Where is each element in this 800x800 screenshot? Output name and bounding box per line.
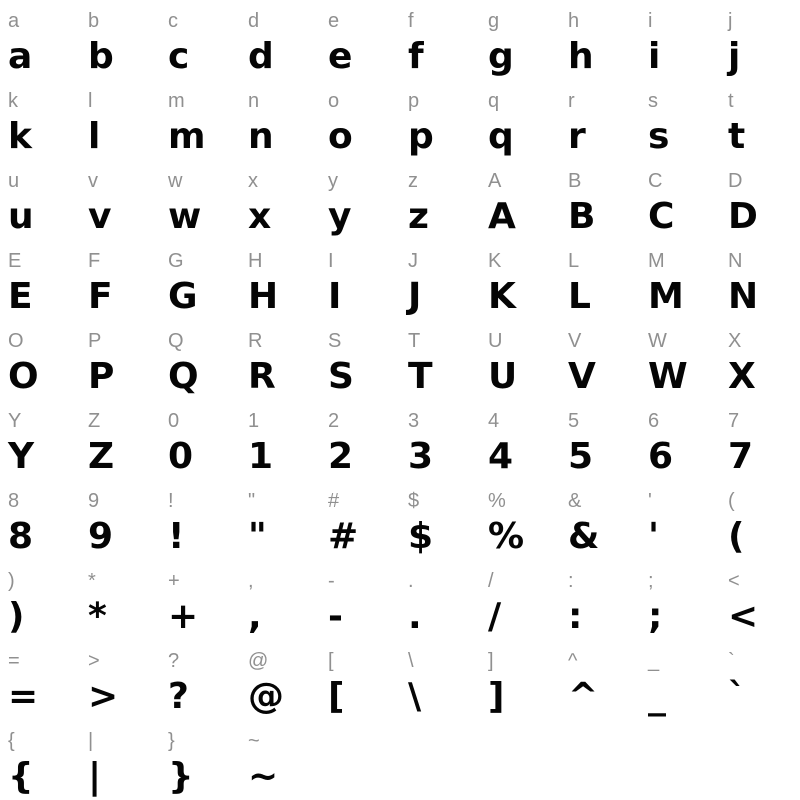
glyph-cell[interactable]	[720, 240, 800, 320]
glyph-label: 0	[168, 410, 180, 432]
glyph-label: _	[648, 650, 660, 672]
glyph-cell[interactable]	[0, 400, 80, 480]
glyph-preview: s	[648, 116, 670, 157]
glyph-cell[interactable]	[400, 240, 480, 320]
glyph-cell[interactable]	[240, 480, 320, 560]
glyph-preview: n	[248, 116, 274, 157]
glyph-cell[interactable]	[80, 0, 160, 80]
glyph-label: I	[328, 250, 334, 272]
glyph-preview: M	[648, 276, 684, 317]
glyph-preview: 0	[168, 436, 194, 477]
glyph-preview: >	[88, 676, 119, 717]
glyph-preview: ^	[568, 676, 599, 717]
glyph-cell[interactable]	[640, 480, 720, 560]
glyph-label: ,	[248, 570, 254, 592]
glyph-label: -	[328, 570, 335, 592]
glyph-preview: J	[408, 276, 422, 317]
glyph-label: {	[8, 730, 15, 752]
glyph-cell[interactable]	[400, 480, 480, 560]
glyph-label: Y	[8, 410, 22, 432]
glyph-cell[interactable]	[720, 160, 800, 240]
glyph-cell[interactable]	[480, 320, 560, 400]
glyph-cell[interactable]	[560, 480, 640, 560]
glyph-preview: j	[728, 36, 741, 77]
glyph-preview: r	[568, 116, 586, 157]
glyph-preview: K	[488, 276, 516, 317]
glyph-cell[interactable]	[480, 400, 560, 480]
glyph-cell[interactable]	[720, 320, 800, 400]
glyph-cell[interactable]	[400, 320, 480, 400]
glyph-preview: a	[8, 36, 33, 77]
glyph-label: k	[8, 90, 18, 112]
glyph-cell[interactable]	[560, 400, 640, 480]
glyph-preview: *	[88, 596, 107, 637]
glyph-cell[interactable]	[320, 560, 400, 640]
glyph-label: 4	[488, 410, 500, 432]
glyph-preview: +	[168, 596, 199, 637]
glyph-cell[interactable]	[560, 240, 640, 320]
glyph-preview: ,	[248, 596, 262, 637]
glyph-cell[interactable]	[400, 640, 480, 720]
glyph-cell[interactable]	[720, 560, 800, 640]
glyph-preview: @	[248, 676, 284, 717]
glyph-label: s	[648, 90, 658, 112]
glyph-cell[interactable]	[400, 160, 480, 240]
glyph-preview: V	[568, 356, 596, 397]
glyph-cell[interactable]	[720, 400, 800, 480]
glyph-cell[interactable]	[160, 240, 240, 320]
glyph-cell[interactable]	[320, 320, 400, 400]
glyph-preview: .	[408, 596, 422, 637]
glyph-label: w	[168, 170, 183, 192]
glyph-cell[interactable]	[240, 400, 320, 480]
glyph-preview: :	[568, 596, 583, 637]
glyph-cell[interactable]	[320, 160, 400, 240]
glyph-label: W	[648, 330, 667, 352]
glyph-cell[interactable]	[720, 640, 800, 720]
glyph-preview: [	[328, 676, 345, 717]
glyph-preview: 8	[8, 516, 34, 557]
glyph-label: Q	[168, 330, 184, 352]
glyph-label: j	[728, 10, 733, 32]
glyph-label: ]	[488, 650, 494, 672]
glyph-label: 1	[248, 410, 260, 432]
glyph-cell[interactable]	[80, 320, 160, 400]
glyph-label: *	[88, 570, 96, 592]
glyph-preview: o	[328, 116, 353, 157]
glyph-label: q	[488, 90, 500, 112]
glyph-cell[interactable]	[160, 480, 240, 560]
glyph-cell[interactable]	[0, 0, 80, 80]
glyph-preview: `	[728, 676, 746, 717]
glyph-label: T	[408, 330, 421, 352]
glyph-label: v	[88, 170, 98, 192]
glyph-preview: '	[648, 516, 660, 557]
glyph-cell[interactable]	[720, 0, 800, 80]
glyph-preview: L	[568, 276, 591, 317]
glyph-preview: /	[488, 596, 502, 637]
glyph-label: E	[8, 250, 22, 272]
glyph-label: !	[168, 490, 174, 512]
glyph-preview: z	[408, 196, 429, 237]
glyph-cell[interactable]	[640, 0, 720, 80]
glyph-label: ;	[648, 570, 654, 592]
glyph-cell[interactable]	[480, 560, 560, 640]
glyph-preview: W	[648, 356, 688, 397]
glyph-preview: d	[248, 36, 274, 77]
glyph-label: <	[728, 570, 740, 592]
glyph-label: [	[328, 650, 334, 672]
glyph-label: `	[728, 650, 735, 672]
glyph-label: /	[488, 570, 494, 592]
glyph-label: 5	[568, 410, 580, 432]
glyph-label: P	[88, 330, 102, 352]
glyph-preview: "	[248, 516, 267, 557]
glyph-label: (	[728, 490, 735, 512]
glyph-cell[interactable]	[320, 240, 400, 320]
glyph-label: #	[328, 490, 340, 512]
glyph-label: m	[168, 90, 185, 112]
glyph-cell[interactable]	[0, 240, 80, 320]
glyph-label: M	[648, 250, 665, 272]
glyph-preview: f	[408, 36, 424, 77]
glyph-label: y	[328, 170, 338, 192]
glyph-preview: O	[8, 356, 39, 397]
glyph-label: F	[88, 250, 101, 272]
glyph-preview: ]	[488, 676, 505, 717]
glyph-label: U	[488, 330, 503, 352]
glyph-label: .	[408, 570, 414, 592]
glyph-label: @	[248, 650, 269, 672]
glyph-label: i	[648, 10, 653, 32]
glyph-label: f	[408, 10, 414, 32]
glyph-cell[interactable]	[0, 160, 80, 240]
glyph-cell[interactable]	[160, 560, 240, 640]
glyph-label: p	[408, 90, 420, 112]
glyph-cell[interactable]	[560, 80, 640, 160]
glyph-cell[interactable]	[560, 560, 640, 640]
glyph-label: ?	[168, 650, 180, 672]
glyph-cell[interactable]	[80, 240, 160, 320]
glyph-cell[interactable]	[480, 80, 560, 160]
glyph-preview: R	[248, 356, 276, 397]
glyph-label: D	[728, 170, 743, 192]
glyph-label: A	[488, 170, 502, 192]
glyph-label: u	[8, 170, 20, 192]
glyph-cell[interactable]	[80, 640, 160, 720]
glyph-cell[interactable]	[240, 320, 320, 400]
glyph-label: O	[8, 330, 24, 352]
glyph-label: 2	[328, 410, 340, 432]
glyph-cell[interactable]	[320, 80, 400, 160]
glyph-preview: Z	[88, 436, 115, 477]
glyph-label: d	[248, 10, 260, 32]
glyph-cell[interactable]	[720, 480, 800, 560]
glyph-preview: P	[88, 356, 115, 397]
glyph-cell[interactable]	[480, 480, 560, 560]
glyph-label: B	[568, 170, 582, 192]
glyph-preview: (	[728, 516, 745, 557]
glyph-preview: k	[8, 116, 32, 157]
glyph-label: $	[408, 490, 420, 512]
glyph-cell[interactable]	[160, 720, 240, 800]
glyph-label: )	[8, 570, 15, 592]
glyph-preview: 1	[248, 436, 274, 477]
glyph-cell[interactable]	[560, 0, 640, 80]
glyph-label: V	[568, 330, 582, 352]
glyph-label: 9	[88, 490, 100, 512]
glyph-label: =	[8, 650, 20, 672]
glyph-preview: A	[488, 196, 516, 237]
glyph-preview: Y	[8, 436, 35, 477]
glyph-label: 6	[648, 410, 660, 432]
glyph-preview: <	[728, 596, 759, 637]
glyph-label: S	[328, 330, 342, 352]
glyph-label: 3	[408, 410, 420, 432]
glyph-preview: T	[408, 356, 433, 397]
glyph-label: X	[728, 330, 742, 352]
glyph-preview: ~	[248, 756, 279, 797]
glyph-preview: \	[408, 676, 422, 717]
glyph-preview: u	[8, 196, 34, 237]
glyph-cell[interactable]	[240, 560, 320, 640]
glyph-label: 8	[8, 490, 20, 512]
glyph-label: l	[88, 90, 93, 112]
glyph-label: +	[168, 570, 180, 592]
glyph-cell[interactable]	[640, 320, 720, 400]
glyph-label: ^	[568, 650, 578, 672]
glyph-preview: }	[168, 756, 194, 797]
glyph-preview: 2	[328, 436, 354, 477]
glyph-cell[interactable]	[80, 160, 160, 240]
glyph-cell[interactable]	[560, 160, 640, 240]
glyph-cell[interactable]	[240, 240, 320, 320]
glyph-cell[interactable]	[240, 160, 320, 240]
glyph-cell[interactable]	[640, 80, 720, 160]
glyph-cell[interactable]	[160, 80, 240, 160]
glyph-preview: =	[8, 676, 39, 717]
glyph-preview: l	[88, 116, 101, 157]
glyph-cell[interactable]	[640, 160, 720, 240]
glyph-preview: %	[488, 516, 525, 557]
glyph-label: N	[728, 250, 743, 272]
glyph-preview: t	[728, 116, 746, 157]
glyph-label: J	[408, 250, 418, 272]
glyph-preview: g	[488, 36, 514, 77]
glyph-label: o	[328, 90, 340, 112]
glyph-preview: ;	[648, 596, 663, 637]
glyph-label: \	[408, 650, 414, 672]
glyph-preview: )	[8, 596, 25, 637]
glyph-preview: |	[88, 756, 102, 797]
glyph-cell[interactable]	[480, 640, 560, 720]
glyph-preview: E	[8, 276, 33, 317]
glyph-preview: i	[648, 36, 661, 77]
glyph-label: R	[248, 330, 263, 352]
glyph-preview: H	[248, 276, 279, 317]
glyph-cell[interactable]	[160, 0, 240, 80]
glyph-preview: 4	[488, 436, 514, 477]
glyph-preview: 7	[728, 436, 754, 477]
glyph-cell[interactable]	[400, 560, 480, 640]
glyph-cell[interactable]	[0, 480, 80, 560]
glyph-cell[interactable]	[320, 640, 400, 720]
glyph-cell[interactable]	[320, 480, 400, 560]
glyph-preview: N	[728, 276, 759, 317]
glyph-preview: -	[328, 596, 343, 637]
glyph-cell[interactable]	[400, 400, 480, 480]
glyph-label: 7	[728, 410, 740, 432]
glyph-cell[interactable]	[160, 160, 240, 240]
glyph-label: %	[488, 490, 506, 512]
glyph-label: C	[648, 170, 663, 192]
glyph-preview: y	[328, 196, 352, 237]
glyph-preview: I	[328, 276, 342, 317]
glyph-cell[interactable]	[0, 80, 80, 160]
glyph-preview: h	[568, 36, 594, 77]
glyph-preview: x	[248, 196, 272, 237]
glyph-preview: 9	[88, 516, 114, 557]
glyph-cell[interactable]	[480, 160, 560, 240]
glyph-cell[interactable]	[160, 640, 240, 720]
glyph-label: b	[88, 10, 100, 32]
glyph-cell[interactable]	[640, 400, 720, 480]
glyph-preview: 6	[648, 436, 674, 477]
glyph-preview: D	[728, 196, 758, 237]
glyph-preview: &	[568, 516, 600, 557]
glyph-preview: !	[168, 516, 185, 557]
glyph-cell[interactable]	[80, 720, 160, 800]
glyph-preview: S	[328, 356, 354, 397]
glyph-label: >	[88, 650, 100, 672]
glyph-label: c	[168, 10, 178, 32]
glyph-label: &	[568, 490, 582, 512]
glyph-label: K	[488, 250, 502, 272]
glyph-cell[interactable]	[80, 80, 160, 160]
glyph-preview: G	[168, 276, 198, 317]
glyph-label: H	[248, 250, 263, 272]
glyph-label: G	[168, 250, 184, 272]
glyph-preview: $	[408, 516, 434, 557]
glyph-cell[interactable]	[560, 640, 640, 720]
glyph-label: h	[568, 10, 580, 32]
glyph-label: L	[568, 250, 580, 272]
glyph-cell[interactable]	[560, 320, 640, 400]
glyph-cell[interactable]	[400, 80, 480, 160]
glyph-cell[interactable]	[160, 320, 240, 400]
glyph-preview: {	[8, 756, 34, 797]
glyph-cell[interactable]	[0, 320, 80, 400]
glyph-preview: p	[408, 116, 434, 157]
glyph-label: g	[488, 10, 500, 32]
glyph-label: Z	[88, 410, 101, 432]
glyph-cell[interactable]	[640, 240, 720, 320]
glyph-cell[interactable]	[160, 400, 240, 480]
glyph-cell[interactable]	[320, 0, 400, 80]
glyph-label: }	[168, 730, 175, 752]
glyph-label: "	[248, 490, 256, 512]
glyph-cell[interactable]	[640, 560, 720, 640]
glyph-label: ~	[248, 730, 260, 752]
glyph-preview: 5	[568, 436, 594, 477]
glyph-label: z	[408, 170, 418, 192]
glyph-preview: e	[328, 36, 353, 77]
glyph-preview: v	[88, 196, 112, 237]
glyph-label: n	[248, 90, 260, 112]
glyph-cell[interactable]	[480, 240, 560, 320]
glyph-label: r	[568, 90, 575, 112]
glyph-preview: C	[648, 196, 675, 237]
glyph-label: |	[88, 730, 94, 752]
glyph-preview: c	[168, 36, 190, 77]
glyph-preview: U	[488, 356, 518, 397]
glyph-cell[interactable]	[80, 400, 160, 480]
glyph-cell[interactable]	[0, 560, 80, 640]
glyph-cell[interactable]	[80, 560, 160, 640]
glyph-preview: #	[328, 516, 359, 557]
glyph-cell[interactable]	[80, 480, 160, 560]
glyph-cell[interactable]	[0, 640, 80, 720]
glyph-cell[interactable]	[240, 0, 320, 80]
glyph-preview: m	[168, 116, 206, 157]
glyph-cell[interactable]	[240, 720, 320, 800]
glyph-label: '	[648, 490, 652, 512]
glyph-cell[interactable]	[480, 0, 560, 80]
glyph-cell[interactable]	[320, 400, 400, 480]
glyph-preview: X	[728, 356, 756, 397]
glyph-preview: F	[88, 276, 113, 317]
glyph-preview: 3	[408, 436, 434, 477]
glyph-preview: w	[168, 196, 202, 237]
glyph-label: :	[568, 570, 574, 592]
glyph-label: t	[728, 90, 734, 112]
glyph-label: e	[328, 10, 340, 32]
glyph-preview: b	[88, 36, 114, 77]
glyph-cell[interactable]	[400, 0, 480, 80]
glyph-preview: B	[568, 196, 596, 237]
glyph-cell[interactable]	[720, 80, 800, 160]
glyph-preview: Q	[168, 356, 199, 397]
glyph-preview: q	[488, 116, 514, 157]
glyph-label: a	[8, 10, 20, 32]
glyph-cell[interactable]	[240, 640, 320, 720]
glyph-cell[interactable]	[0, 720, 80, 800]
glyph-label: x	[248, 170, 258, 192]
glyph-preview: _	[648, 676, 666, 717]
glyph-cell[interactable]	[640, 640, 720, 720]
glyph-preview: ?	[168, 676, 189, 717]
glyph-cell[interactable]	[240, 80, 320, 160]
